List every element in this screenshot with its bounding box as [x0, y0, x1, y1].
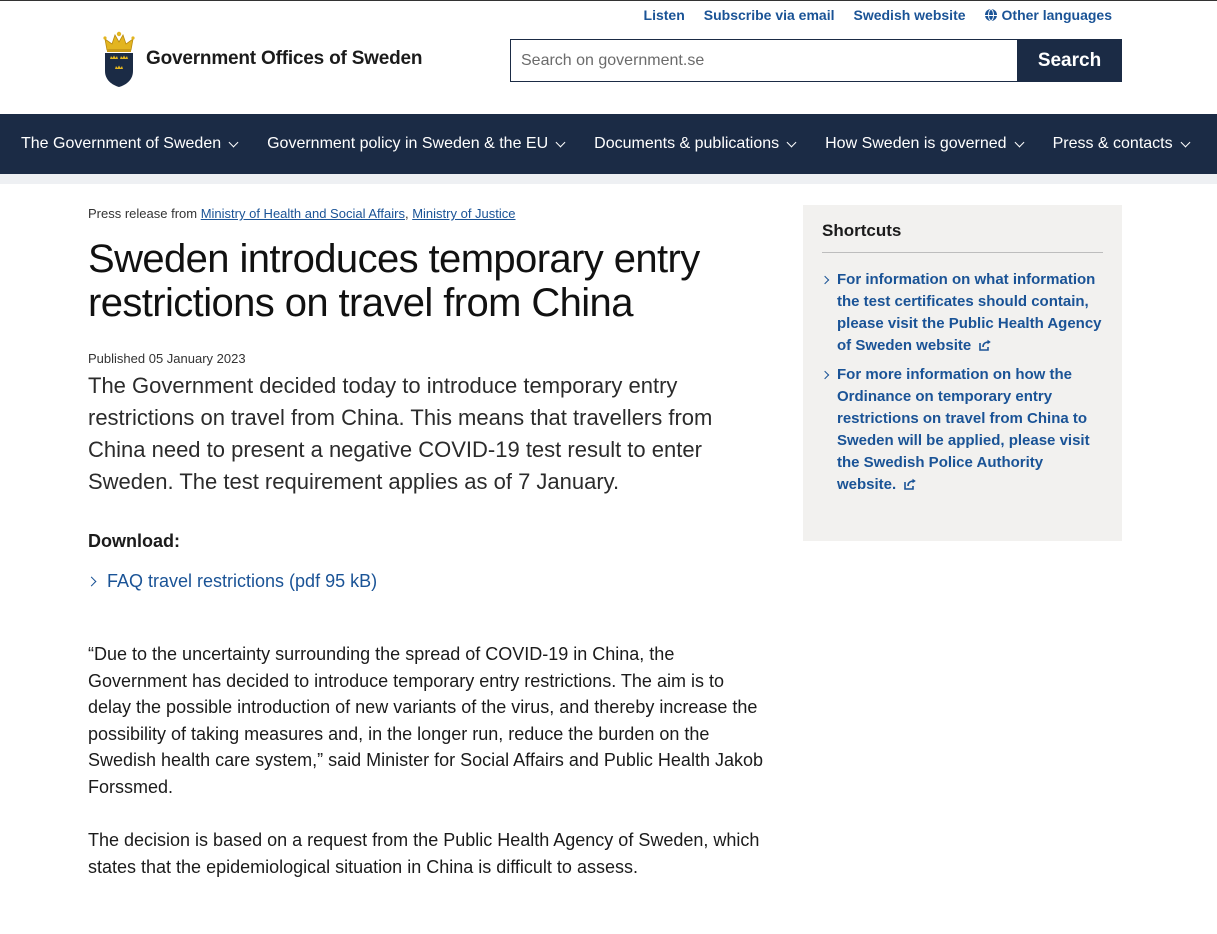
nav-item-label: The Government of Sweden: [21, 135, 222, 152]
search-input[interactable]: [510, 39, 1017, 82]
download-heading: Download:: [88, 531, 180, 551]
listen-link-label: Listen: [643, 7, 685, 23]
nav-item-documents[interactable]: [594, 135, 795, 153]
swedish-website-link-label: Swedish website: [853, 7, 966, 23]
other-languages-link[interactable]: [985, 7, 1112, 23]
chevron-down-icon: [556, 137, 566, 147]
other-languages-link-label: Other languages: [1001, 7, 1112, 23]
nav-item-governed[interactable]: [825, 135, 1022, 153]
chevron-right-icon: [87, 577, 97, 587]
swedish-website-link[interactable]: [853, 7, 965, 23]
search-button[interactable]: Search: [1017, 39, 1122, 82]
chevron-down-icon: [1180, 137, 1190, 147]
chevron-right-icon: [821, 371, 829, 379]
nav-shadow: [0, 174, 1217, 184]
shortcut-label: For more information on how the Ordinance on temporary entry restrictions on travel from China to Sweden will be applied, please visit the Swedish Police Authority website.: [837, 366, 1090, 493]
shortcuts-panel: [803, 205, 1122, 541]
search-form: [510, 39, 1122, 82]
subscribe-link-label: Subscribe via email: [703, 7, 835, 23]
page-title: Sweden introduces temporary entry restrictions on travel from China: [88, 237, 700, 325]
meta-prefix: Press release from: [88, 206, 198, 221]
shortcuts-list: [822, 269, 1103, 496]
crown-crest-icon: [102, 30, 136, 88]
nav-item-label: How Sweden is governed: [825, 135, 1007, 152]
ministry-link-health[interactable]: Ministry of Health and Social Affairs: [200, 206, 405, 221]
chevron-down-icon: [787, 137, 797, 147]
shortcut-link-health-agency[interactable]: [822, 269, 1103, 357]
globe-icon: [985, 9, 997, 21]
article-lead: The Government decided today to introduce temporary entry restrictions on travel from China. This means that travellers from China need to present a negative COVID-19 test result to enter Sweden. The test requirement applies as of 7 January.: [88, 373, 713, 494]
external-link-icon: [904, 478, 917, 490]
utility-links: [644, 7, 1112, 23]
published-date: Published 05 January 2023: [88, 351, 246, 366]
article-meta: Press release from Ministry of Health and Social Affairs, Ministry of Justice: [88, 206, 516, 221]
chevron-down-icon: [1014, 137, 1024, 147]
site-logo[interactable]: [102, 30, 422, 88]
shortcut-text: [837, 269, 1103, 357]
nav-item-label: Documents & publications: [594, 135, 780, 152]
external-link-icon: [979, 339, 992, 351]
nav-item-label: Government policy in Sweden & the EU: [267, 135, 549, 152]
article-paragraph: The decision is based on a request from the Public Health Agency of Sweden, which states that the epidemiological situation in China is difficult to assess.: [88, 830, 760, 877]
shortcut-label: For information on what information the test certificates should contain, please visit the Public Health Agency of Sweden website: [837, 271, 1102, 354]
nav-item-press[interactable]: [1053, 135, 1189, 153]
download-faq-label: FAQ travel restrictions (pdf 95 kB): [107, 571, 378, 591]
nav-item-label: Press & contacts: [1052, 135, 1173, 152]
subscribe-link[interactable]: [704, 7, 835, 23]
download-faq-link[interactable]: [88, 571, 778, 592]
shortcuts-title: Shortcuts: [822, 221, 1103, 253]
logo-text: Government Offices of Sweden: [146, 48, 423, 69]
nav-item-policy[interactable]: [267, 135, 564, 153]
listen-link[interactable]: [644, 7, 685, 23]
ministry-link-justice[interactable]: Ministry of Justice: [412, 206, 516, 221]
chevron-down-icon: [229, 137, 239, 147]
top-border: [0, 0, 1217, 1]
article: [88, 206, 778, 880]
shortcut-text: [837, 364, 1103, 496]
shortcut-link-police-authority[interactable]: [822, 364, 1103, 496]
chevron-right-icon: [821, 276, 829, 284]
article-paragraph: “Due to the uncertainty surrounding the spread of COVID-19 in China, the Government has decided to introduce temporary entry restrictions. The aim is to delay the possible introduction of new variants of the virus, and thereby increase the possibility of taking measures and, in the longer run, reduce the burden on the Swedish health care system,” said Minister for Social Affairs and Public Health Jakob Forssmed.: [88, 644, 763, 797]
nav-item-government[interactable]: [21, 135, 237, 153]
main-nav: [0, 114, 1217, 174]
